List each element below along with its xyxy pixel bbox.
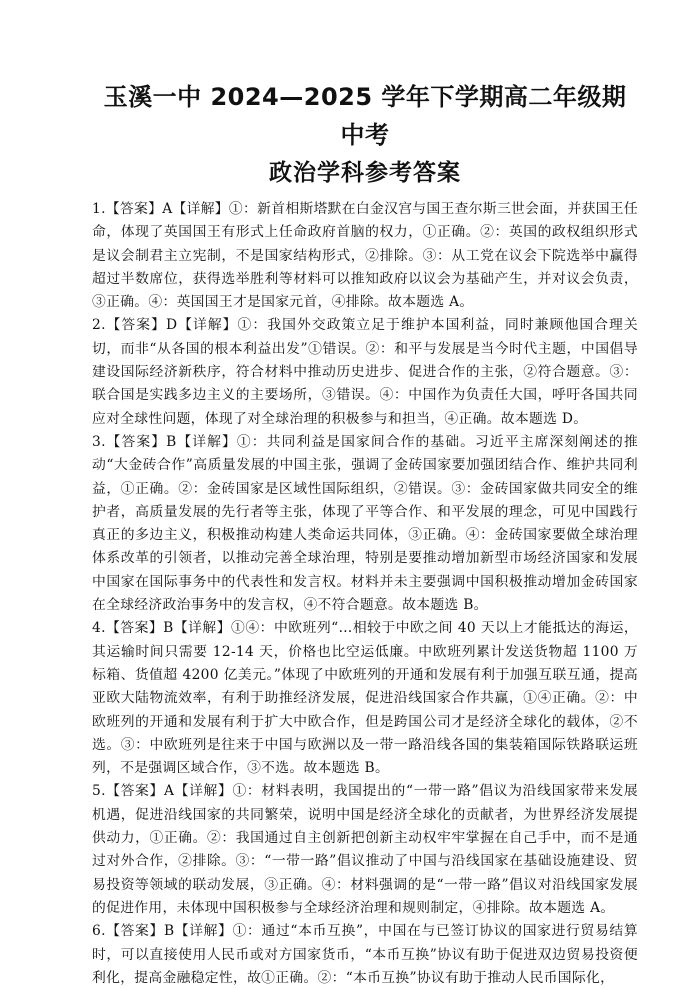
answer-item-3: 3.【答案】B【详解】①：共同利益是国家间合作的基础。习近平主席深刻阐述的推动“大金砖合作”高质量发展的中国主张，强调了金砖国家要加强团结合作、维护共同利益，①正确。②：金砖国家是区域性国际组织，②错误。③：金砖国家做共同安全的维护者，高质量发展的先行者等主张，体现了平等合作、和平发展的理念，可见中国践行真正的多边主义，积极推动构建人类命运共同体，③正确。④：金砖国家要做全球治理体系改革的引领者，以推动完善全球治理，特别是要推动增加新型市场经济国家和发展中国家在国际事务中的代表性和发言权。材料并未主要强调中国积极推动增加金砖国家在全球经济政治事务中的发言权，④不符合题意。故本题选 B。 [92, 433, 638, 614]
document-subtitle: 政治学科参考答案 [269, 160, 461, 186]
answer-item-4: 4.【答案】B【详解】①④：中欧班列“…相较于中欧之间 40 天以上才能抵达的海运，其运输时间只需要 12-14 天，价格也比空运低廉。中欧班列累计发送货物超 1100 万标箱、货值超 4200 亿美元。”体现了中欧班列的开通和发展有利于加强互联互通，提高亚欧大陆物流效率，有利于助推经济发展，促进沿线国家合作共赢，①④正确。②：中欧班列的开通和发展有利于扩大中欧合作，但是跨国公司才是经济全球化的载体，②不选。③：中欧班列是往来于中国与欧洲以及一带一路沿线各国的集装箱国际铁路联运班列，不是强调区域合作，③不选。故本题选 B。 [92, 620, 638, 777]
answer-item-1: 1.【答案】A【详解】①：新首相斯塔默在白金汉宫与国王查尔斯三世会面，并获国王任命，体现了英国国王有形式上任命政府首脑的权力，①正确。②：英国的政权组织形式是议会制君主立宪制，不是国家结构形式，②排除。③：从工党在议会下院选举中赢得超过半数席位，获得选举胜利等材料可以推知政府以议会为基础产生，并对议会负责，③正确。④：英国国王才是国家元首，④排除。故本题选 A。 [92, 201, 638, 311]
answer-item-2: 2.【答案】D【详解】①：我国外交政策立足于维护本国利益，同时兼顾他国合理关切，而非“从各国的根本利益出发”①错误。②：和平与发展是当今时代主题，中国倡导建设国际经济新秩序，符合材料中推动历史进步、促进合作的主张，②符合题意。③：联合国是实践多边主义的主要场所，③错误。④：中国作为负责任大国，呼吁各国共同应对全球性问题，体现了对全球治理的积极参与和担当，④正确。故本题选 D。 [92, 317, 638, 427]
answer-item-5: 5.【答案】A【详解】①：材料表明，我国提出的“一带一路”倡议为沿线国家带来发展机遇，促进沿线国家的共同繁荣，说明中国是经济全球化的贡献者，为世界经济发展提供动力，①正确。②：我国通过自主创新把创新主动权牢牢掌握在自己手中，而不是通过对外合作，②排除。③：“一带一路”倡议推动了中国与沿线国家在基础设施建设、贸易投资等领域的联动发展，③正确。④：材料强调的是“一带一路”倡议对沿线国家发展的促进作用，未体现中国积极参与全球经济治理和规则制定，④排除。故本题选 A。 [92, 783, 638, 916]
answer-item-6: 6.【答案】B【详解】①：通过“本币互换”，中国在与已签订协议的国家进行贸易结算时，可以直接使用人民币或对方国家货币，“本币互换”协议有助于促进双边贸易投资便利化，提高金融稳定性，故①正确。②：“本币互换”协议有助于推动人民币国际化， [92, 923, 638, 986]
document-title: 玉溪一中 2024—2025 学年下学期高二年级期中考 [103, 83, 627, 149]
answer-list [92, 198, 638, 990]
